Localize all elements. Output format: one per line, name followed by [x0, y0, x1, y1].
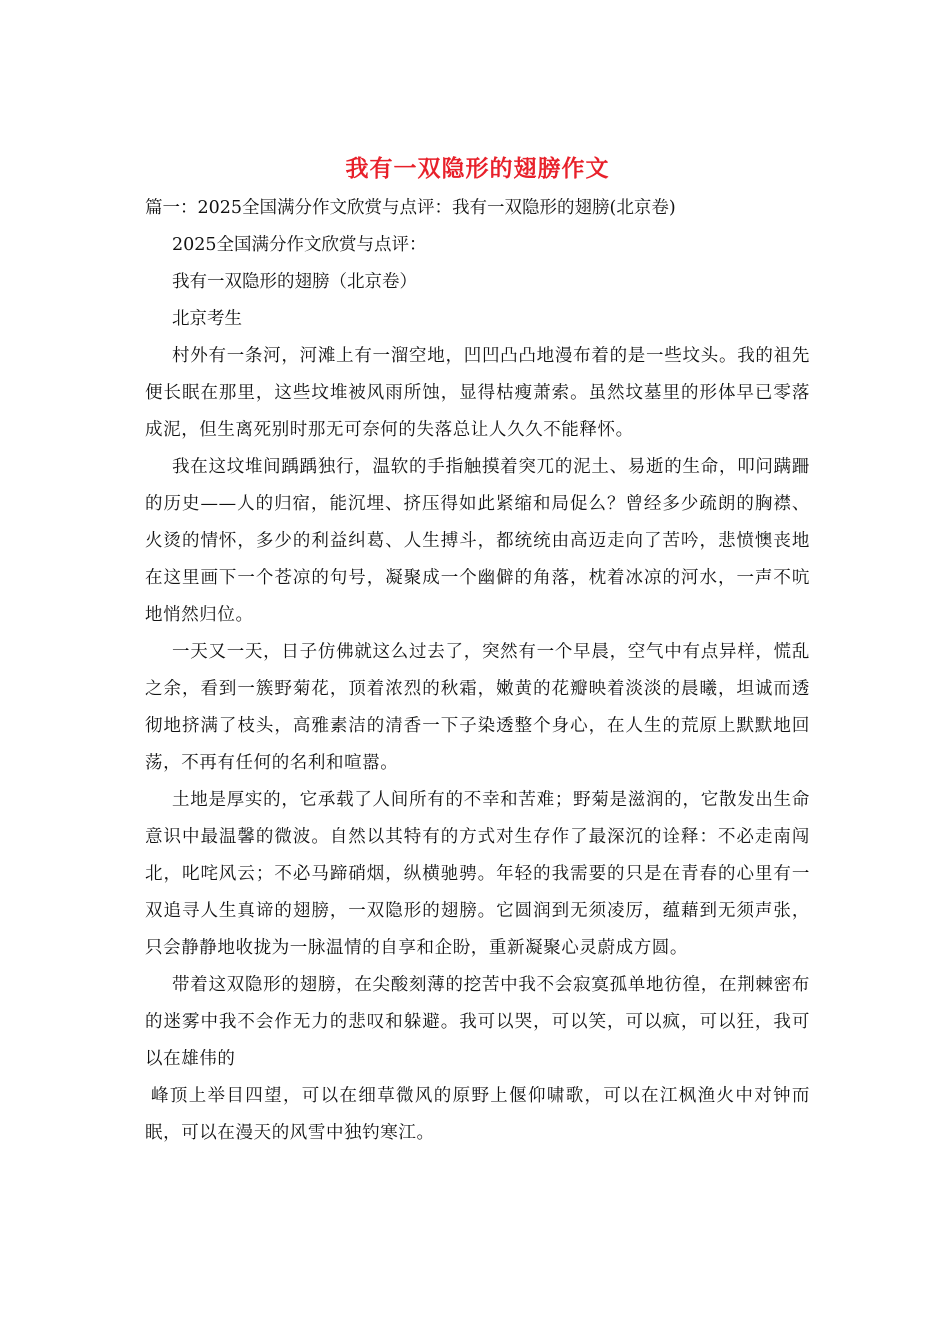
paragraph: 土地是厚实的，它承载了人间所有的不幸和苦难；野菊是滋润的，它散发出生命意识中最温馨的微波。自然以其特有的方式对生存作了最深沉的诠释：不必走南闯北，叱咤风云；不必马蹄硝烟，纵横驰骋。年轻的我需要的只是在青春的心里有一双追寻人生真谛的翅膀，一双隐形的翅膀。它圆润到无须凌厉，蕴藉到无须声张，只会静静地收拢为一脉温情的自享和企盼，重新凝聚心灵蔚成方圆。 — [145, 790, 810, 958]
subheading: 2025全国满分作文欣赏与点评： — [172, 235, 427, 255]
author: 北京考生 — [172, 309, 242, 329]
paragraph: 带着这双隐形的翅膀，在尖酸刻薄的挖苦中我不会寂寞孤单地彷徨，在荆棘密布的迷雾中我不会作无力的悲叹和躲避。我可以哭，可以笑，可以疯，可以狂，我可以在雄伟的 — [145, 975, 810, 1069]
section-heading: 篇一：2025全国满分作文欣赏与点评：我有一双隐形的翅膀(北京卷) — [145, 198, 676, 218]
paragraph: 我在这坟堆间踽踽独行，温软的手指触摸着突兀的泥土、易逝的生命，叩问蹒跚的历史——人的归宿，能沉埋、挤压得如此紧缩和局促么？曾经多少疏朗的胸襟、火烫的情怀，多少的利益纠葛、人生搏斗，都统统由高迈走向了苦吟，悲愤懊丧地在这里画下一个苍凉的句号，凝聚成一个幽僻的角落，枕着冰凉的河水，一声不吭地悄然归位。 — [145, 457, 810, 625]
document-page — [145, 150, 810, 1152]
document-title: 我有一双隐形的翅膀作文 — [345, 155, 610, 182]
essay-title: 我有一双隐形的翅膀（北京卷） — [172, 272, 417, 292]
paragraph: 一天又一天，日子仿佛就这么过去了，突然有一个早晨，空气中有点异样，慌乱之余，看到一簇野菊花，顶着浓烈的秋霜，嫩黄的花瓣映着淡淡的晨曦，坦诚而透彻地挤满了枝头，高雅素洁的清香一下子染透整个身心，在人生的荒原上默默地回荡，不再有任何的名利和喧嚣。 — [145, 642, 810, 773]
paragraph: 村外有一条河，河滩上有一溜空地，凹凹凸凸地漫布着的是一些坟头。我的祖先便长眠在那里，这些坟堆被风雨所蚀，显得枯瘦萧索。虽然坟墓里的形体早已零落成泥，但生离死别时那无可奈何的失落总让人久久不能释怀。 — [145, 346, 810, 440]
paragraph-continuation: 峰顶上举目四望，可以在细草微风的原野上偃仰啸歌，可以在江枫渔火中对钟而眠，可以在漫天的风雪中独钓寒江。 — [145, 1086, 810, 1143]
